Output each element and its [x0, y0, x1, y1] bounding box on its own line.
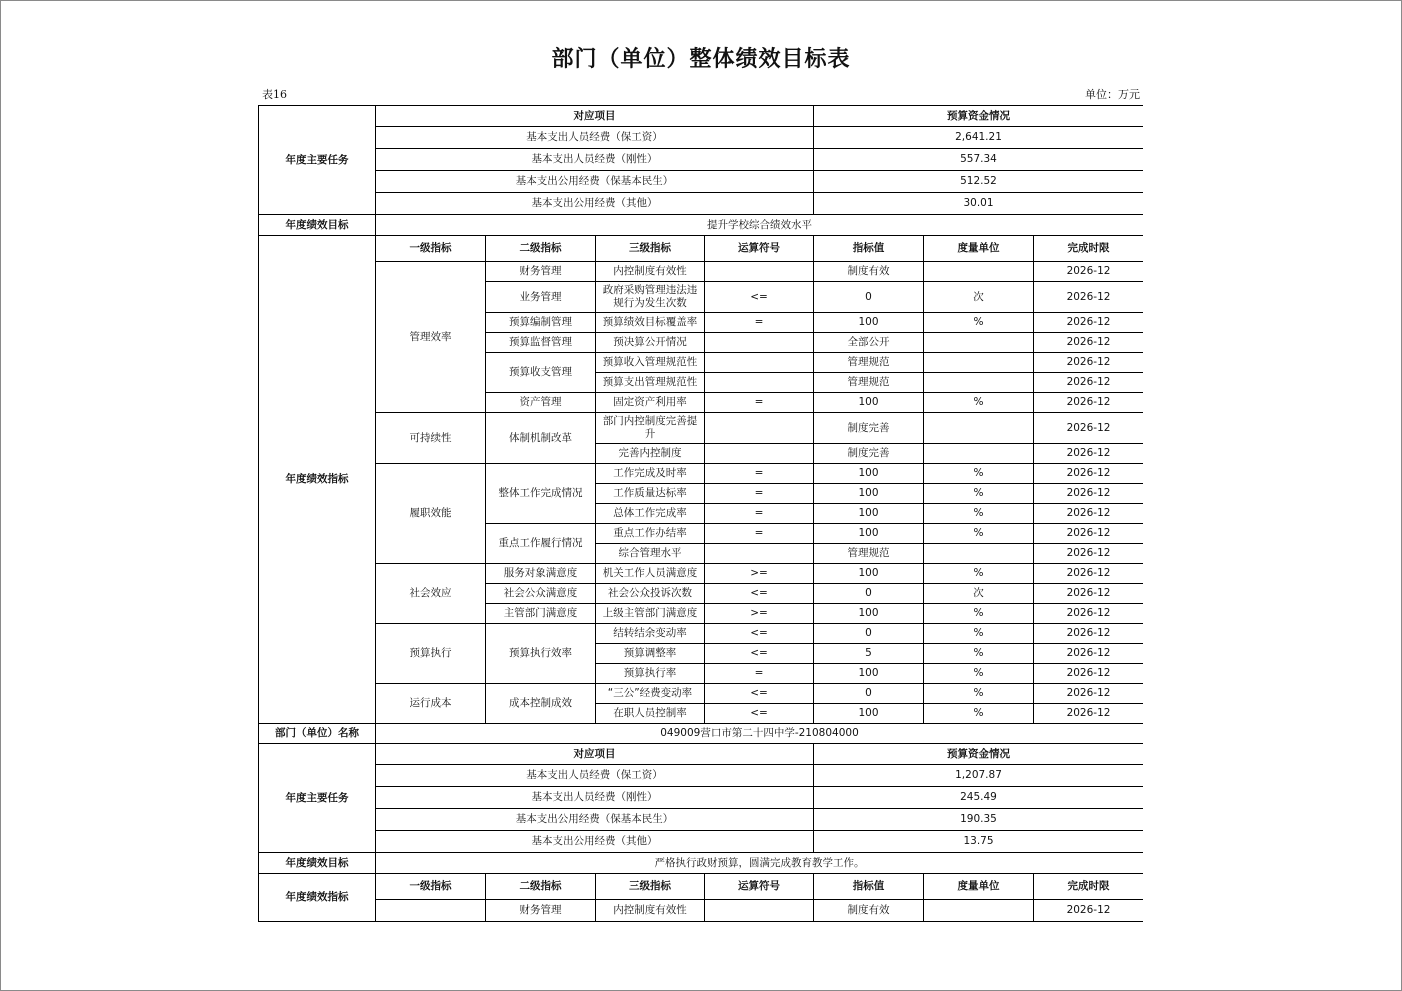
level1-indicator: 运行成本: [376, 684, 486, 724]
indicator-value: 100: [814, 504, 924, 524]
deadline: 2026-12: [1034, 444, 1144, 464]
task-name: 基本支出公用经费（其他）: [376, 831, 814, 853]
column-header: 运算符号: [705, 874, 814, 900]
level1-indicator: 预算执行: [376, 624, 486, 684]
measure-unit: %: [924, 484, 1034, 504]
level2-indicator: 资产管理: [486, 393, 596, 413]
deadline: 2026-12: [1034, 564, 1144, 584]
level2-indicator: 预算收支管理: [486, 353, 596, 393]
table-row: [259, 171, 1144, 193]
task-amount: 245.49: [814, 787, 1144, 809]
level3-indicator: 预算支出管理规范性: [596, 373, 705, 393]
measure-unit: %: [924, 313, 1034, 333]
operator: [705, 262, 814, 282]
deadline: 2026-12: [1034, 464, 1144, 484]
dept-name-label: 部门（单位）名称: [259, 724, 376, 744]
level2-indicator: 成本控制成效: [486, 684, 596, 724]
measure-unit: [924, 900, 1034, 922]
indicator-value: 全部公开: [814, 333, 924, 353]
level3-indicator: 完善内控制度: [596, 444, 705, 464]
table-row: [259, 464, 1144, 484]
column-header: 三级指标: [596, 236, 705, 262]
task-name: 基本支出人员经费（保工资）: [376, 127, 814, 149]
task-amount: 512.52: [814, 171, 1144, 193]
level3-indicator: 结转结余变动率: [596, 624, 705, 644]
deadline: 2026-12: [1034, 684, 1144, 704]
indicator-value: 0: [814, 584, 924, 604]
performance-table: [258, 105, 1143, 922]
measure-unit: [924, 444, 1034, 464]
level1-indicator: 管理效率: [376, 262, 486, 413]
operator: [705, 444, 814, 464]
operator: [705, 333, 814, 353]
deadline: 2026-12: [1034, 262, 1144, 282]
column-header: 完成时限: [1034, 236, 1144, 262]
level1-indicator: 社会效应: [376, 564, 486, 624]
table-row: [259, 744, 1144, 765]
column-header: 度量单位: [924, 236, 1034, 262]
indicator-value: 100: [814, 464, 924, 484]
table-row: [259, 765, 1144, 787]
perf-goal-text: 严格执行政财预算，圆满完成教育教学工作。: [376, 853, 1144, 874]
indicator-value: 0: [814, 282, 924, 313]
column-header: 度量单位: [924, 874, 1034, 900]
deadline: 2026-12: [1034, 544, 1144, 564]
table-number: 表16: [262, 88, 287, 101]
level2-indicator: 财务管理: [486, 262, 596, 282]
measure-unit: %: [924, 393, 1034, 413]
level1-indicator: [376, 900, 486, 922]
deadline: 2026-12: [1034, 644, 1144, 664]
perf-indicator-label: 年度绩效指标: [259, 874, 376, 922]
measure-unit: 次: [924, 282, 1034, 313]
operator: [705, 373, 814, 393]
table-row: [259, 193, 1144, 215]
task-name: 基本支出人员经费（保工资）: [376, 765, 814, 787]
measure-unit: [924, 353, 1034, 373]
indicator-value: 100: [814, 393, 924, 413]
table-row: [259, 564, 1144, 584]
task-amount: 30.01: [814, 193, 1144, 215]
column-header: 一级指标: [376, 236, 486, 262]
deadline: 2026-12: [1034, 484, 1144, 504]
level3-indicator: 社会公众投诉次数: [596, 584, 705, 604]
operator: <=: [705, 644, 814, 664]
column-header: 指标值: [814, 874, 924, 900]
perf-indicator-label: 年度绩效指标: [259, 236, 376, 724]
measure-unit: %: [924, 704, 1034, 724]
measure-unit: [924, 373, 1034, 393]
indicator-value: 0: [814, 624, 924, 644]
level3-indicator: 预算调整率: [596, 644, 705, 664]
performance-sheet: [258, 105, 1143, 940]
level3-indicator: 内控制度有效性: [596, 900, 705, 922]
measure-unit: %: [924, 504, 1034, 524]
deadline: 2026-12: [1034, 704, 1144, 724]
table-row: [259, 900, 1144, 922]
table-row: [259, 684, 1144, 704]
table-row: [259, 624, 1144, 644]
operator: =: [705, 664, 814, 684]
measure-unit: %: [924, 664, 1034, 684]
level3-indicator: 预算绩效目标覆盖率: [596, 313, 705, 333]
task-amount: 1,207.87: [814, 765, 1144, 787]
page-title: 部门（单位）整体绩效目标表: [551, 47, 851, 72]
table-row: [259, 853, 1144, 874]
operator: >=: [705, 604, 814, 624]
level2-indicator: 重点工作履行情况: [486, 524, 596, 564]
level2-indicator: 体制机制改革: [486, 413, 596, 464]
operator: =: [705, 484, 814, 504]
level2-indicator: 预算监督管理: [486, 333, 596, 353]
main-task-label: 年度主要任务: [259, 106, 376, 215]
perf-goal-label: 年度绩效目标: [259, 853, 376, 874]
level3-indicator: 重点工作办结率: [596, 524, 705, 544]
deadline: 2026-12: [1034, 393, 1144, 413]
level3-indicator: “三公”经费变动率: [596, 684, 705, 704]
table-row: [259, 413, 1144, 444]
operator: [705, 900, 814, 922]
level3-indicator: 总体工作完成率: [596, 504, 705, 524]
deadline: 2026-12: [1034, 413, 1144, 444]
indicator-value: 100: [814, 604, 924, 624]
task-amount: 557.34: [814, 149, 1144, 171]
indicator-value: 管理规范: [814, 353, 924, 373]
indicator-value: 100: [814, 564, 924, 584]
deadline: 2026-12: [1034, 353, 1144, 373]
level3-indicator: 在职人员控制率: [596, 704, 705, 724]
measure-unit: [924, 413, 1034, 444]
level3-indicator: 政府采购管理违法违规行为发生次数: [596, 282, 705, 313]
level2-indicator: 业务管理: [486, 282, 596, 313]
operator: <=: [705, 704, 814, 724]
measure-unit: %: [924, 564, 1034, 584]
deadline: 2026-12: [1034, 313, 1144, 333]
level2-indicator: 预算编制管理: [486, 313, 596, 333]
indicator-value: 制度有效: [814, 262, 924, 282]
operator: =: [705, 524, 814, 544]
operator: <=: [705, 624, 814, 644]
indicator-value: 100: [814, 524, 924, 544]
indicator-value: 100: [814, 664, 924, 684]
level3-indicator: 预算收入管理规范性: [596, 353, 705, 373]
indicator-value: 100: [814, 704, 924, 724]
measure-unit: %: [924, 604, 1034, 624]
operator: [705, 544, 814, 564]
task-name: 基本支出人员经费（刚性）: [376, 149, 814, 171]
table-row: [259, 262, 1144, 282]
task-amount: 190.35: [814, 809, 1144, 831]
measure-unit: [924, 262, 1034, 282]
level3-indicator: 固定资产利用率: [596, 393, 705, 413]
task-name: 基本支出公用经费（保基本民生）: [376, 171, 814, 193]
level3-indicator: 综合管理水平: [596, 544, 705, 564]
level3-indicator: 工作完成及时率: [596, 464, 705, 484]
level2-indicator: 财务管理: [486, 900, 596, 922]
deadline: 2026-12: [1034, 604, 1144, 624]
table-row: [259, 106, 1144, 127]
column-header: 三级指标: [596, 874, 705, 900]
task-name: 基本支出公用经费（保基本民生）: [376, 809, 814, 831]
level2-indicator: 主管部门满意度: [486, 604, 596, 624]
measure-unit: %: [924, 684, 1034, 704]
deadline: 2026-12: [1034, 900, 1144, 922]
deadline: 2026-12: [1034, 624, 1144, 644]
column-header: 二级指标: [486, 236, 596, 262]
operator: [705, 413, 814, 444]
deadline: 2026-12: [1034, 584, 1144, 604]
operator: >=: [705, 564, 814, 584]
operator: =: [705, 393, 814, 413]
level3-indicator: 上级主管部门满意度: [596, 604, 705, 624]
level3-indicator: 部门内控制度完善提升: [596, 413, 705, 444]
measure-unit: [924, 333, 1034, 353]
task-amount: 2,641.21: [814, 127, 1144, 149]
deadline: 2026-12: [1034, 664, 1144, 684]
operator: =: [705, 504, 814, 524]
deadline: 2026-12: [1034, 504, 1144, 524]
task-name: 基本支出公用经费（其他）: [376, 193, 814, 215]
level3-indicator: 预算执行率: [596, 664, 705, 684]
operator: <=: [705, 684, 814, 704]
perf-goal-text: 提升学校综合绩效水平: [376, 215, 1144, 236]
column-header: 指标值: [814, 236, 924, 262]
measure-unit: 次: [924, 584, 1034, 604]
deadline: 2026-12: [1034, 373, 1144, 393]
indicator-value: 制度完善: [814, 413, 924, 444]
deadline: 2026-12: [1034, 282, 1144, 313]
table-row: [259, 809, 1144, 831]
main-task-label: 年度主要任务: [259, 744, 376, 853]
indicator-value: 0: [814, 684, 924, 704]
deadline: 2026-12: [1034, 333, 1144, 353]
indicator-value: 管理规范: [814, 544, 924, 564]
budget-header: 预算资金情况: [814, 106, 1144, 127]
operator: <=: [705, 584, 814, 604]
level3-indicator: 工作质量达标率: [596, 484, 705, 504]
indicator-value: 管理规范: [814, 373, 924, 393]
level2-indicator: 社会公众满意度: [486, 584, 596, 604]
operator: =: [705, 313, 814, 333]
table-row: [259, 874, 1144, 900]
perf-goal-label: 年度绩效目标: [259, 215, 376, 236]
indicator-value: 100: [814, 313, 924, 333]
column-header: 运算符号: [705, 236, 814, 262]
dept-name-value: 049009营口市第二十四中学-210804000: [376, 724, 1144, 744]
level3-indicator: 内控制度有效性: [596, 262, 705, 282]
unit-label: 单位：万元: [1085, 88, 1140, 101]
table-row: [259, 724, 1144, 744]
task-name: 基本支出人员经费（刚性）: [376, 787, 814, 809]
table-row: [259, 149, 1144, 171]
table-row: [259, 831, 1144, 853]
level1-indicator: 可持续性: [376, 413, 486, 464]
operator: [705, 353, 814, 373]
indicator-value: 制度有效: [814, 900, 924, 922]
indicator-value: 100: [814, 484, 924, 504]
project-header: 对应项目: [376, 744, 814, 765]
column-header: 一级指标: [376, 874, 486, 900]
budget-header: 预算资金情况: [814, 744, 1144, 765]
measure-unit: [924, 544, 1034, 564]
column-header: 二级指标: [486, 874, 596, 900]
level1-indicator: 履职效能: [376, 464, 486, 564]
table-row: [259, 215, 1144, 236]
measure-unit: %: [924, 464, 1034, 484]
operator: =: [705, 464, 814, 484]
measure-unit: %: [924, 624, 1034, 644]
column-header: 完成时限: [1034, 874, 1144, 900]
measure-unit: %: [924, 644, 1034, 664]
operator: <=: [705, 282, 814, 313]
level2-indicator: 整体工作完成情况: [486, 464, 596, 524]
level3-indicator: 机关工作人员满意度: [596, 564, 705, 584]
task-amount: 13.75: [814, 831, 1144, 853]
indicator-value: 5: [814, 644, 924, 664]
project-header: 对应项目: [376, 106, 814, 127]
level2-indicator: 预算执行效率: [486, 624, 596, 684]
level2-indicator: 服务对象满意度: [486, 564, 596, 584]
indicator-value: 制度完善: [814, 444, 924, 464]
measure-unit: %: [924, 524, 1034, 544]
table-row: [259, 127, 1144, 149]
table-row: [259, 236, 1144, 262]
level3-indicator: 预决算公开情况: [596, 333, 705, 353]
deadline: 2026-12: [1034, 524, 1144, 544]
table-row: [259, 787, 1144, 809]
